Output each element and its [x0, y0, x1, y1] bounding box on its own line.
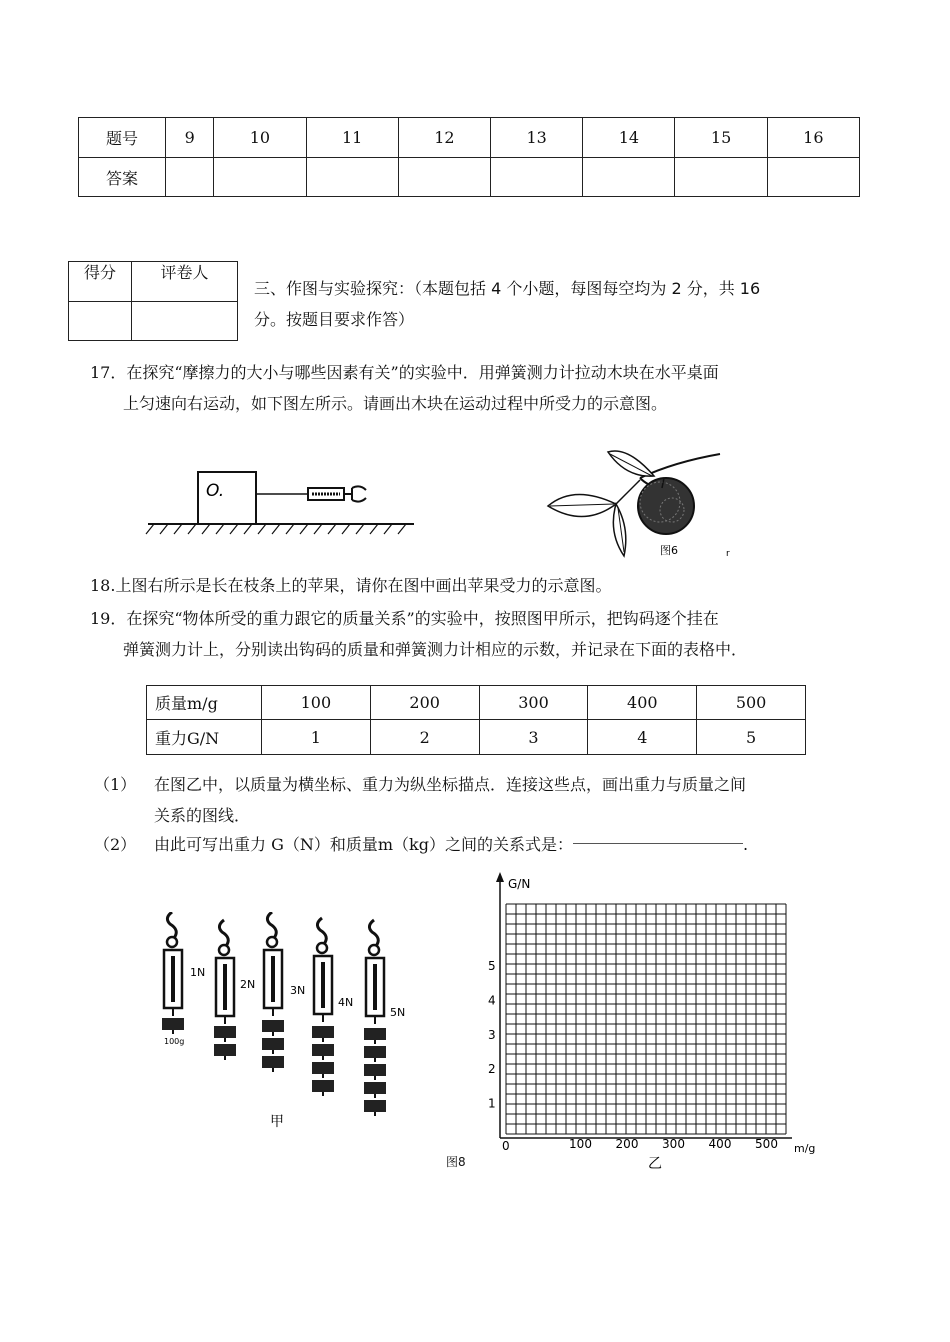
answer-cell[interactable] [166, 158, 214, 197]
answer-table-number: 9 [166, 118, 214, 158]
x-tick-label: 100 [569, 1137, 592, 1151]
answer-table-number: 16 [767, 118, 859, 158]
answer-table-number: 10 [214, 118, 306, 158]
answer-cell[interactable] [398, 158, 490, 197]
weight-label: 重力G/N [147, 720, 262, 755]
figure-yi-caption: 乙 [648, 1156, 662, 1172]
weight-value: 1 [262, 720, 371, 755]
grader-label: 评卷人 [132, 262, 238, 302]
score-label: 得分 [69, 262, 132, 302]
question-17-line2: 上匀速向右运动，如下图左所示。请画出木块在运动过程中所受力的示意图。 [123, 394, 668, 413]
answer-table-row1-label: 题号 [79, 118, 166, 158]
y-tick-label: 5 [488, 959, 496, 973]
leaf [608, 451, 654, 476]
mass-value: 400 [588, 686, 697, 720]
hand-hook [344, 486, 366, 501]
question-19-part1 [94, 769, 884, 831]
origin-label: 0 [502, 1139, 510, 1153]
answer-blank[interactable] [573, 829, 743, 844]
section-title [254, 273, 874, 335]
question-17 [90, 357, 890, 419]
answer-table-row2-label: 答案 [79, 158, 166, 197]
apple-mark: r [726, 549, 730, 559]
answer-table-number: 12 [398, 118, 490, 158]
mass-label: 质量m/g [147, 686, 262, 720]
grader-cell[interactable] [132, 302, 238, 341]
friction-figure [140, 460, 420, 540]
answer-cell[interactable] [214, 158, 306, 197]
y-tick-label: 4 [488, 993, 496, 1008]
figure-8-caption: 图8 [446, 1155, 466, 1169]
part1-line2: 关系的图线． [154, 806, 251, 825]
weight-value: 5 [697, 720, 806, 755]
figure-jia-caption: 甲 [270, 1114, 284, 1130]
weight-value: 4 [588, 720, 697, 755]
answer-cell[interactable] [675, 158, 767, 197]
part2-number: （2） [94, 835, 137, 854]
answer-cell[interactable] [583, 158, 675, 197]
mass-weight-table [146, 685, 806, 755]
gn-graph [480, 870, 830, 1176]
part2-end: . [742, 835, 749, 854]
weight-value: 2 [370, 720, 479, 755]
answer-table-number: 11 [306, 118, 398, 158]
x-tick-label: 300 [662, 1137, 685, 1151]
block-label: O. [206, 481, 225, 501]
apple [638, 478, 694, 534]
x-tick-label: 500 [755, 1137, 778, 1151]
answer-cell[interactable] [767, 158, 859, 197]
scale-label-1N: 1N [190, 966, 206, 979]
question-18: 18.上图右所示是长在枝条上的苹果，请你在图中画出苹果受力的示意图。 [90, 576, 612, 595]
answer-table-number: 15 [675, 118, 767, 158]
answer-table-number: 13 [491, 118, 583, 158]
y-tick-label: 1 [488, 1096, 496, 1111]
section-title-line2: 分。按题目要求作答） [254, 310, 415, 329]
question-17-line1: 17．在探究“摩擦力的大小与哪些因素有关”的实验中．用弹簧测力计拉动木块在水平桌面 [90, 363, 719, 382]
y-axis-label: G/N [508, 877, 531, 891]
y-tick-label: 2 [488, 1062, 496, 1077]
x-axis-label: m/g [794, 1142, 816, 1155]
mass-tag: 100g [164, 1037, 185, 1046]
mass-value: 300 [479, 686, 588, 720]
question-19-line2: 弹簧测力计上，分别读出钩码的质量和弹簧测力计相应的示数，并记录在下面的表格中． [123, 640, 748, 659]
weight-value: 3 [479, 720, 588, 755]
question-19 [90, 603, 890, 665]
scale-label-4N: 4N [338, 996, 354, 1009]
mass-value: 500 [697, 686, 806, 720]
answer-cell[interactable] [306, 158, 398, 197]
mass-value: 200 [370, 686, 479, 720]
score-cell[interactable] [69, 302, 132, 341]
answer-table-number: 14 [583, 118, 675, 158]
part1-line1: 在图乙中，以质量为横坐标、重力为纵坐标描点．连接这些点，画出重力与质量之间 [154, 775, 747, 794]
question-19-part2 [94, 829, 884, 860]
x-tick-label: 400 [708, 1137, 732, 1151]
scale-label-3N: 3N [290, 984, 306, 997]
scale-label-5N: 5N [390, 1006, 406, 1019]
apple-figure [544, 448, 764, 560]
question-19-line1: 19．在探究“物体所受的重力跟它的质量关系”的实验中，按照图甲所示，把钩码逐个挂在 [90, 609, 719, 628]
apple-caption: 图6 [660, 544, 678, 557]
section-title-line1: 三、作图与实验探究：（本题包括 4 个小题，每图每空均为 2 分，共 16 [254, 279, 761, 298]
graph-grid [506, 904, 786, 1134]
answer-table [78, 117, 860, 197]
part1-number: （1） [94, 775, 137, 794]
scale-label-2N: 2N [240, 978, 256, 991]
y-tick-label: 3 [488, 1027, 496, 1042]
answer-cell[interactable] [491, 158, 583, 197]
mass-value: 100 [262, 686, 371, 720]
x-tick-label: 200 [615, 1137, 639, 1151]
score-box [68, 261, 238, 341]
spring-scales-figure [150, 912, 410, 1144]
part2-text: 由此可写出重力 G（N）和质量m（kg）之间的关系式是： [154, 835, 573, 854]
ground-hatching [146, 524, 406, 534]
